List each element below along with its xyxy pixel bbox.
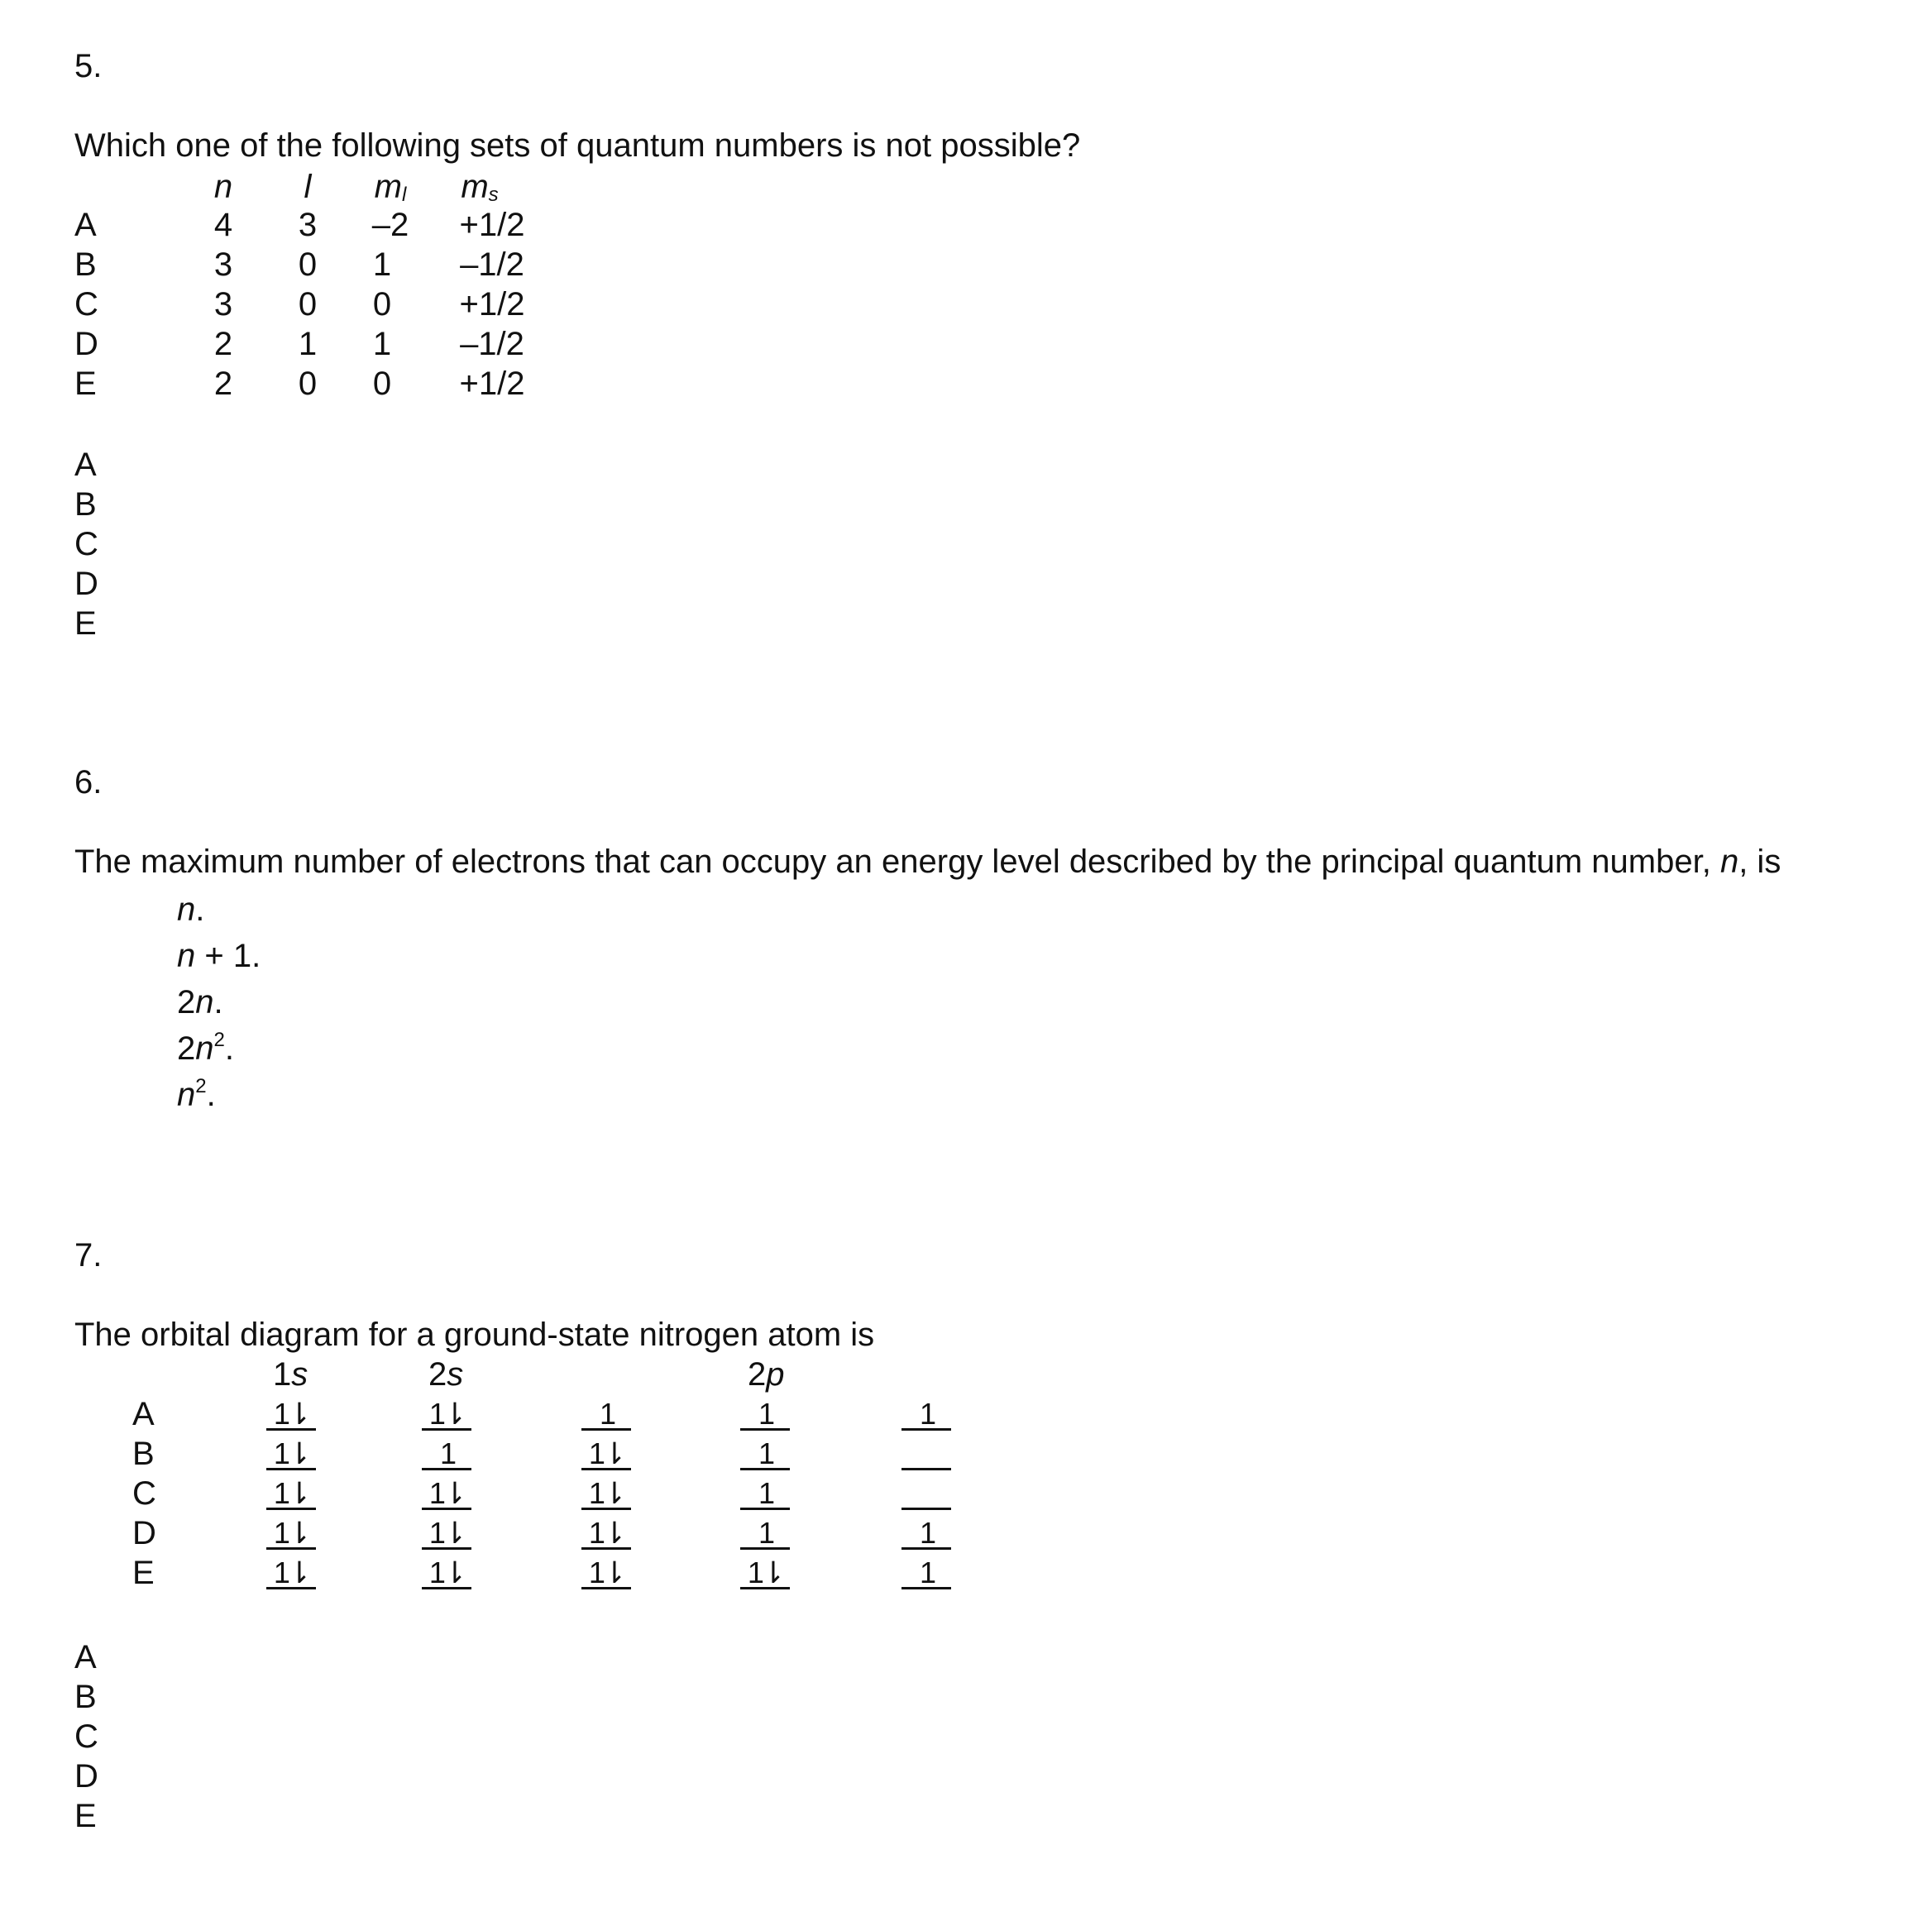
orbital-box: 1 bbox=[740, 1517, 790, 1550]
orbital-box: 1⇂ bbox=[581, 1477, 631, 1510]
answer-option-b[interactable]: n + 1. bbox=[177, 938, 261, 974]
cell-ml: 0 bbox=[372, 286, 392, 323]
cell-l: 0 bbox=[298, 366, 318, 402]
row-label: A bbox=[132, 1396, 155, 1432]
answer-option-b[interactable]: B bbox=[74, 486, 97, 523]
cell-ml: 1 bbox=[372, 326, 392, 362]
row-label: B bbox=[132, 1436, 155, 1472]
answer-option-e[interactable]: $n^2$. bbox=[177, 1075, 216, 1113]
cell-ml: –2 bbox=[371, 207, 409, 243]
orbital-box: 1 bbox=[581, 1398, 631, 1431]
question-6-text: The maximum number of electrons that can occupy an energy level described by the principal quantum number, n, is bbox=[74, 844, 1781, 880]
cell-n: 4 bbox=[213, 207, 233, 243]
orbital-box: 1 bbox=[901, 1398, 951, 1431]
cell-n: 3 bbox=[213, 246, 233, 283]
answer-option-d[interactable]: D bbox=[74, 566, 98, 602]
orbital-box: 1⇂ bbox=[581, 1517, 631, 1550]
row-label: E bbox=[132, 1555, 155, 1591]
answer-option-d[interactable]: D bbox=[74, 1758, 98, 1795]
cell-ms: –1/2 bbox=[460, 326, 524, 362]
answer-option-e[interactable]: E bbox=[74, 1798, 97, 1834]
orbital-box: 1⇂ bbox=[266, 1517, 316, 1550]
orbital-box: 1⇂ bbox=[740, 1556, 790, 1589]
answer-option-a[interactable]: n. bbox=[177, 891, 205, 928]
orbital-box: 1 bbox=[901, 1556, 951, 1589]
answer-option-c[interactable]: 2n. bbox=[177, 984, 223, 1020]
row-label: D bbox=[132, 1515, 156, 1551]
question-6-number: 6. bbox=[74, 764, 103, 801]
orbital-box: 1⇂ bbox=[581, 1437, 631, 1470]
orbital-box: 1⇂ bbox=[422, 1398, 471, 1431]
answer-option-a[interactable]: A bbox=[74, 1639, 97, 1675]
orbital-box: 1⇂ bbox=[422, 1517, 471, 1550]
orbital-box: 1 bbox=[740, 1398, 790, 1431]
cell-l: 0 bbox=[298, 286, 318, 323]
orbital-box: 1⇂ bbox=[266, 1437, 316, 1470]
header-ms: $m_s$ bbox=[461, 169, 499, 206]
row-label: A bbox=[74, 207, 97, 243]
question-7-text: The orbital diagram for a ground-state nitrogen atom is bbox=[74, 1317, 875, 1353]
answer-option-a[interactable]: A bbox=[74, 447, 97, 483]
orbital-box: 1⇂ bbox=[422, 1477, 471, 1510]
orbital-box: 1 bbox=[740, 1477, 790, 1510]
question-5-text: Which one of the following sets of quantum numbers is not possible? bbox=[74, 127, 1081, 164]
header-1s: 1s bbox=[273, 1356, 308, 1393]
orbital-box: 1⇂ bbox=[266, 1398, 316, 1431]
orbital-box: 1⇂ bbox=[266, 1477, 316, 1510]
header-2s: 2s bbox=[428, 1356, 464, 1393]
answer-option-c[interactable]: C bbox=[74, 1718, 98, 1755]
cell-ml: 1 bbox=[372, 246, 392, 283]
header-ml: $m_l$ bbox=[374, 169, 407, 206]
cell-l: 3 bbox=[298, 207, 318, 243]
row-label: C bbox=[132, 1475, 156, 1512]
cell-l: 0 bbox=[298, 246, 318, 283]
cell-n: 2 bbox=[213, 366, 233, 402]
row-label: C bbox=[74, 286, 98, 323]
header-l: l bbox=[304, 169, 312, 205]
cell-n: 2 bbox=[213, 326, 233, 362]
row-label: D bbox=[74, 326, 98, 362]
orbital-box: 1 bbox=[422, 1437, 471, 1470]
orbital-box bbox=[901, 1437, 951, 1470]
row-label: B bbox=[74, 246, 97, 283]
orbital-box: 1⇂ bbox=[266, 1556, 316, 1589]
cell-ms: +1/2 bbox=[459, 286, 525, 323]
cell-n: 3 bbox=[213, 286, 233, 323]
orbital-box: 1⇂ bbox=[581, 1556, 631, 1589]
orbital-box bbox=[901, 1477, 951, 1510]
answer-option-b[interactable]: B bbox=[74, 1679, 97, 1715]
question-7-number: 7. bbox=[74, 1237, 103, 1274]
orbital-box: 1 bbox=[901, 1517, 951, 1550]
answer-option-c[interactable]: C bbox=[74, 526, 98, 562]
cell-ml: 0 bbox=[372, 366, 392, 402]
cell-ms: +1/2 bbox=[459, 207, 525, 243]
orbital-box: 1 bbox=[740, 1437, 790, 1470]
cell-ms: +1/2 bbox=[459, 366, 525, 402]
orbital-box: 1⇂ bbox=[422, 1556, 471, 1589]
answer-option-d[interactable]: $2n^2$. bbox=[177, 1029, 234, 1067]
row-label: E bbox=[74, 366, 97, 402]
cell-l: 1 bbox=[298, 326, 318, 362]
cell-ms: –1/2 bbox=[460, 246, 524, 283]
header-2p: 2p bbox=[748, 1356, 785, 1393]
question-5-number: 5. bbox=[74, 48, 103, 84]
header-n: n bbox=[213, 169, 233, 205]
answer-option-e[interactable]: E bbox=[74, 605, 97, 642]
